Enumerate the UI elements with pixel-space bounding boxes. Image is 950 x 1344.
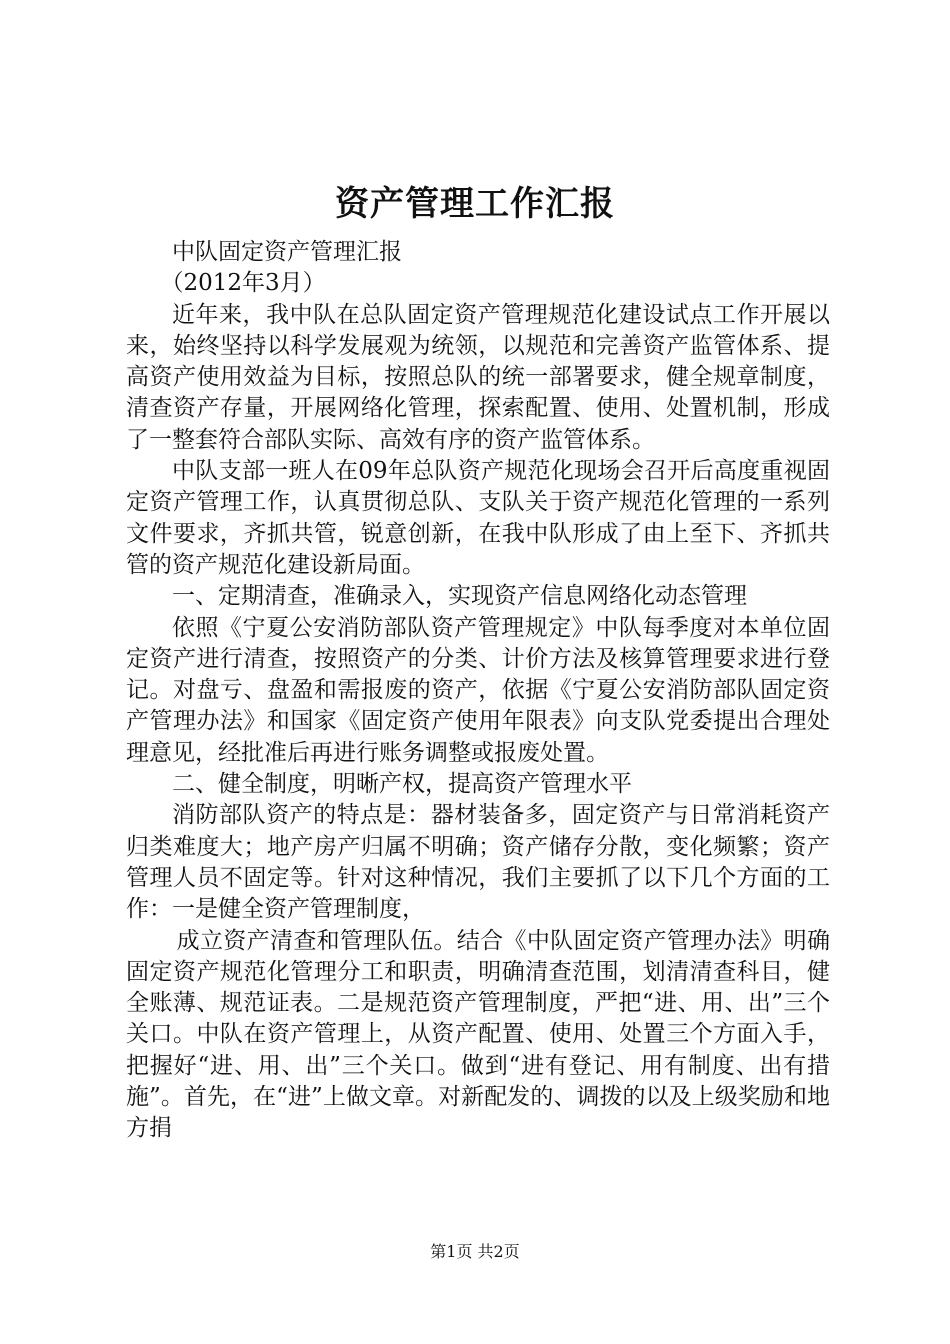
body-paragraph: 依照《宁夏公安消防部队资产管理规定》中队每季度对本单位固定资产进行清查，按照资产的分类、计价方法及核算管理要求进行登记。对盘亏、盘盈和需报废的资产，依据《宁夏公安消防部队固定资产管理办法》和国家《固定资产使用年限表》向支队党委提出合理处理意见，经批准后再进行账务调整或报废处置。 xyxy=(126,614,830,766)
body-paragraph: 消防部队资产的特点是：器材装备多，固定资产与日常消耗资产归类难度大；地产房产归属不明确；资产储存分散，变化频繁；资产管理人员不固定等。针对这种情况，我们主要抓了以下几个方面的工作：一是健全资产管理制度， xyxy=(126,802,830,923)
subtitle-paragraph: 中队固定资产管理汇报 xyxy=(172,239,402,265)
body-paragraph: 近年来，我中队在总队固定资产管理规范化建设试点工作开展以来，始终坚持以科学发展观为统领，以规范和完善资产监管体系、提高资产使用效益为目标，按照总队的统一部署要求，健全规章制度，清查资产存量，开展网络化管理，探索配置、使用、处置机制，形成了一整套符合部队实际、高效有序的资产监管体系。 xyxy=(126,301,830,453)
body-paragraph: 中队支部一班人在09年总队资产规范化现场会召开后高度重视固定资产管理工作，认真贯彻总队、支队关于资产规范化管理的一系列文件要求，齐抓共管，锐意创新，在我中队形成了由上至下、齐抓共管的资产规范化建设新局面。 xyxy=(126,458,830,578)
date-paragraph: （2012年3月） xyxy=(160,270,326,297)
body-paragraph: 成立资产清查和管理队伍。结合《中队固定资产管理办法》明确固定资产规范化管理分工和职责，明确清查范围，划清清查科目，健全账薄、规范证表。二是规范资产管理制度，严把“进、用、出”三个关口。中队在资产管理上，从资产配置、使用、处置三个方面入手，把握好“进、用、出”三个关口。做到“进有登记、用有制度、出有措施”。首先，在“进”上做文章。对新配发的、调拨的以及上级奖励和地方捐 xyxy=(126,927,830,1142)
section-heading: 一、定期清查，准确录入，实现资产信息网络化动态管理 xyxy=(172,583,747,610)
document-title: 资产管理工作汇报 xyxy=(335,184,615,224)
page-footer: 第1页 共2页 xyxy=(430,1242,520,1261)
section-heading: 二、健全制度，明晰产权，提高资产管理水平 xyxy=(172,771,632,798)
document-body xyxy=(126,237,830,1145)
